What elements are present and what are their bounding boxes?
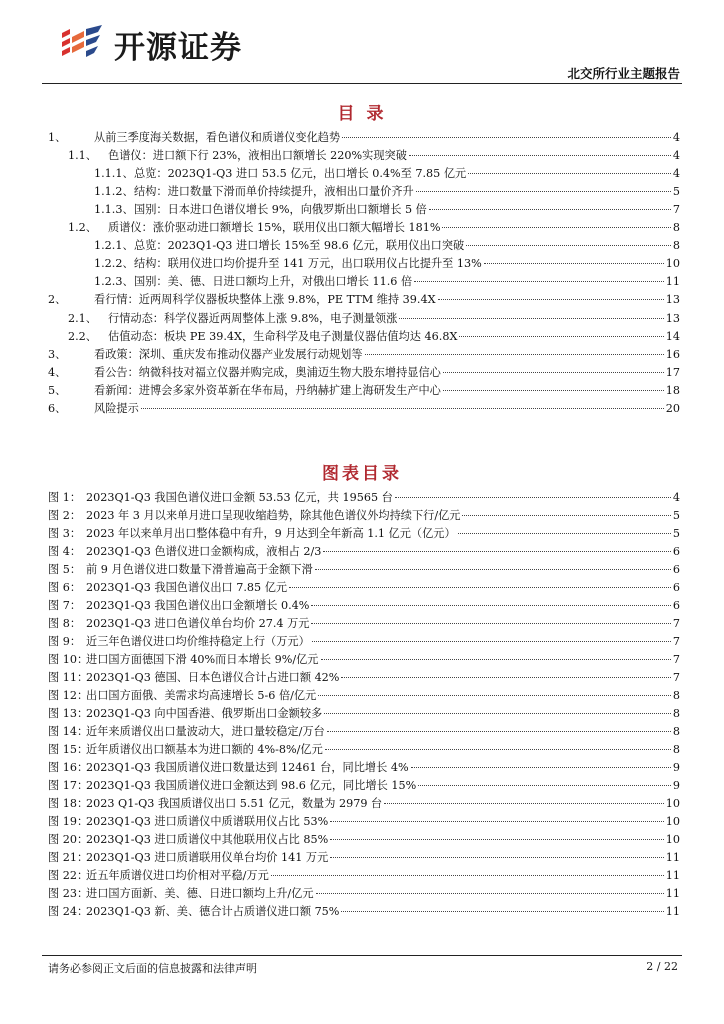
toc-entry-page: 7 [672, 203, 680, 217]
toc-entry[interactable] [48, 131, 680, 145]
toc-entry-text: 看行情：近两周科学仪器板块整体上涨 9.8%，PE TTM 维持 39.4X [94, 293, 436, 307]
figure-entry-text: 2023 Q1-Q3 我国质谱仪出口 5.51 亿元，数量为 2979 台 [86, 797, 383, 811]
dot-leader [330, 839, 664, 840]
figure-entry-text: 2023Q1-Q3 进口色谱仪单台均价 27.4 万元 [86, 617, 310, 631]
figure-entry-page: 11 [665, 851, 680, 865]
toc-entry-text: 国别：日本进口色谱仪增长 9%，向俄罗斯出口额增长 5 倍 [134, 203, 427, 217]
toc-entry-number: 2、 [48, 293, 67, 307]
figure-entry-label: 图 13： [48, 707, 89, 721]
dot-leader [315, 569, 671, 570]
figure-entry-label: 图 21： [48, 851, 89, 865]
figure-entry-text: 近五年质谱仪进口均价相对平稳/万元 [86, 869, 269, 883]
figure-entry-text: 2023Q1-Q3 色谱仪进口金额构成，液相占 2/3 [86, 545, 322, 559]
dot-leader [289, 587, 671, 588]
dot-leader [341, 911, 663, 912]
figure-entry-label: 图 12： [48, 689, 89, 703]
toc-entry-number: 1.1、 [68, 149, 97, 163]
page-number: 2 / 22 [646, 960, 678, 973]
dot-leader [321, 659, 671, 660]
figure-entry-label: 图 7： [48, 599, 82, 613]
toc-entry[interactable] [94, 185, 680, 199]
dot-leader [443, 390, 664, 391]
dot-leader [462, 515, 670, 516]
toc-entry[interactable] [94, 167, 680, 181]
toc-entry-number: 2.2、 [68, 329, 97, 343]
toc-entry-number: 1.1.1、 [94, 167, 134, 181]
dot-leader [141, 408, 664, 409]
dot-leader [429, 209, 671, 210]
toc-entry-page: 5 [672, 185, 680, 199]
dot-leader [330, 857, 663, 858]
figure-entry-text: 2023Q1-Q3 我国色谱仪进口金额 53.53 亿元，共 19565 台 [86, 491, 393, 504]
figure-entry-page: 8 [672, 689, 680, 703]
figure-entry-page: 7 [672, 635, 680, 649]
toc-entry-number: 1.1.3、 [94, 203, 134, 217]
figure-entry-page: 10 [665, 833, 680, 847]
figure-entry-label: 图 17： [48, 779, 89, 793]
dot-leader [414, 281, 664, 282]
toc-entry[interactable] [68, 149, 680, 163]
toc-title: 目 录 [337, 104, 387, 124]
figure-entry-page: 11 [665, 887, 680, 901]
figure-entry-text: 2023Q1-Q3 新、美、德合计占质谱仪进口额 75% [86, 905, 340, 919]
figure-entry-page: 9 [672, 779, 680, 793]
toc-entry-number: 1.1.2、 [94, 185, 134, 199]
figure-entry-text: 2023Q1-Q3 我国色谱仪出口金额增长 0.4% [86, 599, 310, 613]
dot-leader [318, 695, 671, 696]
figure-entry[interactable] [48, 725, 680, 739]
figure-entry[interactable] [48, 743, 680, 757]
figures-toc-title: 图表目录 [322, 464, 402, 484]
figure-entry-label: 图 22： [48, 869, 89, 883]
figure-entry[interactable] [48, 851, 680, 865]
figure-entry[interactable] [48, 509, 680, 523]
toc-entry[interactable] [68, 312, 680, 326]
figure-entry-label: 图 1： [48, 491, 82, 504]
figure-entry-text: 2023Q1-Q3 我国质谱仪进口金额达到 98.6 亿元，同比增长 15% [86, 779, 417, 793]
dot-leader [416, 191, 671, 192]
dot-leader [484, 263, 664, 264]
figure-entry-text: 2023Q1-Q3 进口质谱联用仪单台均价 141 万元 [86, 851, 329, 865]
figure-entry-page: 5 [672, 527, 680, 541]
dot-leader [442, 227, 670, 228]
figure-entry-text: 2023Q1-Q3 进口质谱仪中质谱联用仪占比 53% [86, 815, 329, 829]
company-logo [58, 22, 242, 67]
figure-entry-text: 2023 年以来单月出口整体稳中有升，9 月达到全年新高 1.1 亿元（亿元） [86, 527, 456, 541]
dot-leader [443, 372, 664, 373]
figure-entry-label: 图 16： [48, 761, 89, 775]
toc-entry-number: 1.2.2、 [94, 257, 134, 271]
figure-entry-text: 出口国方面俄、美需求均高速增长 5-6 倍/亿元 [86, 689, 317, 703]
figure-entry-label: 图 19： [48, 815, 89, 829]
toc-entry-text: 从前三季度海关数据，看色谱仪和质谱仪变化趋势 [94, 131, 341, 144]
toc-entry[interactable] [48, 402, 680, 416]
dot-leader [312, 641, 671, 642]
toc-entry[interactable] [94, 203, 680, 217]
toc-entry-page: 13 [665, 293, 680, 307]
dot-leader [330, 821, 664, 822]
logo-mark-icon [58, 25, 108, 65]
figure-entry[interactable] [48, 707, 680, 721]
figure-entry[interactable] [48, 581, 680, 595]
dot-leader [438, 299, 664, 300]
toc-entry-page: 16 [665, 347, 680, 361]
toc-entry[interactable] [48, 348, 680, 362]
toc-entry[interactable] [48, 293, 680, 307]
toc-entry-page: 14 [665, 329, 680, 343]
figure-entry-page: 10 [665, 815, 680, 829]
figure-entry-label: 图 24： [48, 905, 89, 919]
figure-entry-text: 近年来质谱仪出口量波动大，进口量较稳定/万台 [86, 725, 325, 739]
toc-entry-number: 2.1、 [68, 311, 97, 325]
figure-entry[interactable] [48, 653, 680, 667]
figure-entry-text: 2023Q1-Q3 向中国香港、俄罗斯出口金额较多 [86, 707, 323, 721]
dot-leader [458, 533, 671, 534]
toc-entry-text: 看政策：深圳、重庆发布推动仪器产业发展行动规划等 [94, 347, 363, 361]
dot-leader [468, 173, 671, 174]
figure-entry-label: 图 4： [48, 545, 82, 559]
figure-entry[interactable] [48, 689, 680, 703]
figure-entry-page: 6 [672, 599, 680, 613]
logo-text: 开源证券 [114, 30, 242, 66]
figure-entry[interactable] [48, 779, 680, 793]
toc-entry-text: 行情动态：科学仪器近两周整体上涨 9.8%，电子测量领涨 [108, 311, 398, 325]
toc-entry-text: 估值动态：板块 PE 39.4X，生命科学及电子测量仪器估值均达 46.8X [108, 329, 458, 343]
figure-entry-label: 图 14： [48, 725, 89, 739]
figure-entry-page: 7 [672, 653, 680, 667]
dot-leader [395, 497, 671, 498]
toc-entry-page: 20 [665, 401, 680, 415]
figure-entry[interactable] [48, 887, 680, 901]
toc-entry-text: 总览：2023Q1-Q3 进口增长 15%至 98.6 亿元，联用仪出口突破 [134, 239, 465, 253]
dot-leader [409, 155, 671, 156]
figure-entry[interactable] [48, 761, 680, 775]
figure-entry-text: 进口国方面新、美、德、日进口额均上升/亿元 [86, 887, 314, 901]
toc-entry-page: 13 [665, 311, 680, 325]
dot-leader [311, 605, 670, 606]
dot-leader [459, 336, 663, 337]
figure-entry[interactable] [48, 635, 680, 649]
dot-leader [271, 875, 664, 876]
figure-entry-label: 图 6： [48, 581, 82, 595]
figure-entry-page: 6 [672, 581, 680, 595]
dot-leader [365, 354, 664, 355]
figure-entry[interactable] [48, 671, 680, 685]
figure-entry-label: 图 11： [48, 671, 89, 685]
toc-entry-page: 8 [672, 221, 680, 235]
toc-entry-number: 6、 [48, 401, 67, 415]
dot-leader [327, 731, 671, 732]
toc-entry-page: 18 [665, 383, 680, 397]
figure-entry-label: 图 9： [48, 635, 82, 649]
figure-entry-text: 2023Q1-Q3 德国、日本色谱仪合计占进口额 42% [86, 671, 340, 685]
toc-entry[interactable] [94, 239, 680, 253]
toc-entry-page: 8 [672, 239, 680, 253]
figure-entry-page: 6 [672, 563, 680, 577]
figure-entry-text: 2023Q1-Q3 我国色谱仪出口 7.85 亿元 [86, 581, 288, 595]
figure-entry[interactable] [48, 815, 680, 829]
dot-leader [325, 749, 671, 750]
figure-entry-page: 6 [672, 545, 680, 559]
toc-entry-number: 1.2.3、 [94, 275, 134, 289]
toc-entry[interactable] [94, 257, 680, 271]
figure-entry-page: 7 [672, 671, 680, 685]
footer-divider [42, 955, 682, 956]
toc-entry-number: 5、 [48, 383, 67, 397]
toc-entry[interactable] [48, 366, 680, 380]
figure-entry-label: 图 15： [48, 743, 89, 757]
toc-entry-number: 3、 [48, 347, 67, 361]
dot-leader [342, 137, 671, 138]
toc-entry-page: 4 [672, 167, 680, 181]
figure-entry-page: 8 [672, 725, 680, 739]
dot-leader [324, 713, 671, 714]
dot-leader [323, 551, 670, 552]
dot-leader [384, 803, 664, 804]
figure-entry[interactable] [48, 563, 680, 577]
dot-leader [466, 245, 671, 246]
toc-entry[interactable] [48, 384, 680, 398]
toc-entry-number: 4、 [48, 365, 67, 379]
toc-entry-page: 4 [672, 131, 680, 144]
figure-entry-text: 近三年色谱仪进口均价维持稳定上行（万元） [86, 635, 310, 649]
report-type: 北交所行业主题报告 [567, 66, 680, 81]
toc-entry-text: 看公告：纳微科技对福立仪器并购完成，奥浦迈生物大股东增持显信心 [94, 365, 441, 379]
figure-entry-page: 7 [672, 617, 680, 631]
figure-entry-page: 4 [672, 491, 680, 504]
dot-leader [399, 318, 663, 319]
footer-disclaimer: 请务必参阅正文后面的信息披露和法律声明 [48, 962, 257, 975]
figure-entry-page: 5 [672, 509, 680, 523]
figure-entry-text: 近年质谱仪出口额基本为进口额的 4%-8%/亿元 [86, 743, 323, 757]
toc-entry-text: 色谱仪：进口额下行 23%，液相出口额增长 220%实现突破 [108, 149, 407, 163]
figure-entry-label: 图 8： [48, 617, 82, 631]
dot-leader [418, 785, 671, 786]
figure-entry-label: 图 18： [48, 797, 89, 811]
figure-entry-label: 图 5： [48, 563, 82, 577]
toc-entry-text: 结构：联用仪进口均价提升至 141 万元，出口联用仪占比提升至 13% [134, 257, 482, 271]
figure-entry[interactable] [48, 491, 680, 505]
figure-entry[interactable] [48, 833, 680, 847]
toc-entry-page: 10 [665, 257, 680, 271]
figure-entry-page: 11 [665, 869, 680, 883]
figure-entry-text: 进口国方面德国下滑 40%而日本增长 9%/亿元 [86, 653, 319, 667]
figure-entry-label: 图 23： [48, 887, 89, 901]
toc-entry[interactable] [68, 330, 680, 344]
dot-leader [316, 893, 664, 894]
toc-entry-page: 11 [665, 275, 680, 289]
toc-entry-number: 1.2.1、 [94, 239, 134, 253]
figure-entry[interactable] [48, 527, 680, 541]
figure-entry-text: 2023Q1-Q3 我国质谱仪进口数量达到 12461 台，同比增长 4% [86, 761, 409, 775]
figure-entry[interactable] [48, 545, 680, 559]
figure-entry[interactable] [48, 599, 680, 613]
toc-entry-text: 质谱仪：涨价驱动进口额增长 15%，联用仪出口额大幅增长 181% [108, 221, 441, 235]
figure-entry-text: 2023Q1-Q3 进口质谱仪中其他联用仪占比 85% [86, 833, 329, 847]
toc-entry-number: 1、 [48, 131, 67, 144]
toc-entry-text: 看新闻：进博会多家外资革新在华布局，丹纳赫扩建上海研发生产中心 [94, 383, 441, 397]
toc-entry-page: 4 [672, 149, 680, 163]
dot-leader [411, 767, 671, 768]
toc-entry-number: 1.2、 [68, 221, 97, 235]
toc-entry-text: 结构：进口数量下滑而单价持续提升，液相出口量价齐升 [134, 185, 414, 199]
figure-entry-text: 2023 年 3 月以来单月进口呈现收缩趋势，除其他色谱仪外均持续下行/亿元 [86, 509, 461, 523]
figure-entry-page: 9 [672, 761, 680, 775]
figure-entry-label: 图 2： [48, 509, 82, 523]
figure-entry-label: 图 20： [48, 833, 89, 847]
figure-entry[interactable] [48, 617, 680, 631]
figure-entry[interactable] [48, 869, 680, 883]
figure-entry-label: 图 3： [48, 527, 82, 541]
toc-entry[interactable] [68, 221, 680, 235]
page-header [0, 0, 724, 90]
toc-entry[interactable] [94, 275, 680, 289]
figure-entry-page: 8 [672, 707, 680, 721]
figure-entry-page: 11 [665, 905, 680, 919]
figure-entry-label: 图 10： [48, 653, 89, 667]
dot-leader [341, 677, 670, 678]
dot-leader [311, 623, 670, 624]
figure-entry-text: 前 9 月色谱仪进口数量下滑普遍高于金额下滑 [86, 563, 313, 577]
figure-entry-page: 8 [672, 743, 680, 757]
toc-entry-text: 国别：美、德、日进口额均上升，对俄出口增长 11.6 倍 [134, 275, 413, 289]
toc-entry-text: 风险提示 [94, 401, 139, 415]
figure-entry[interactable] [48, 797, 680, 811]
toc-entry-page: 17 [665, 365, 680, 379]
figure-entry[interactable] [48, 905, 680, 919]
figure-entry-page: 10 [665, 797, 680, 811]
header-divider [42, 83, 682, 84]
toc-entry-text: 总览：2023Q1-Q3 进口 53.5 亿元，出口增长 0.4%至 7.85 亿元 [134, 167, 467, 181]
